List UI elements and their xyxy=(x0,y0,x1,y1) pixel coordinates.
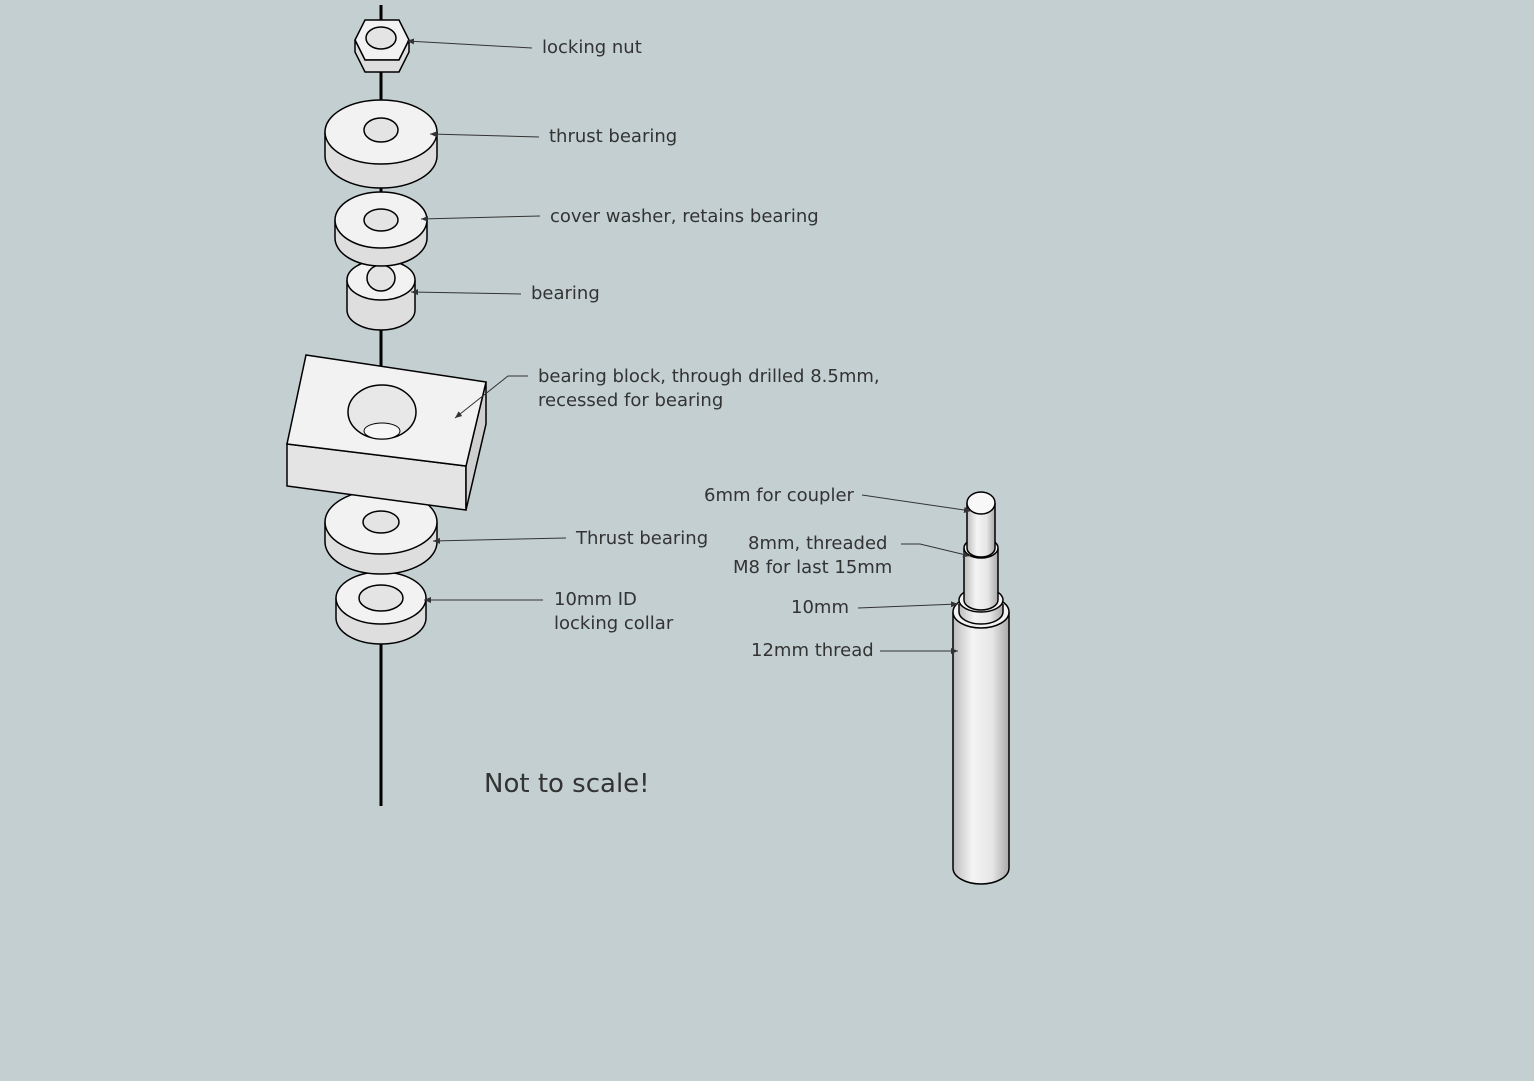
label-shaft-6mm: 6mm for coupler xyxy=(704,485,854,506)
leader-cover-washer xyxy=(421,216,540,219)
leader-bearing xyxy=(411,292,521,294)
cover-washer xyxy=(335,192,427,266)
locking-nut xyxy=(355,20,409,72)
bearing xyxy=(347,260,415,330)
label-bearing: bearing xyxy=(531,283,600,304)
thrust-bearing-top xyxy=(325,100,437,188)
leader-thrust-bearing-bottom xyxy=(433,538,566,541)
label-collar-line2: locking collar xyxy=(554,613,674,634)
label-shaft-8mm-line1: 8mm, threaded xyxy=(748,533,888,554)
label-shaft-10mm: 10mm xyxy=(791,597,849,618)
note-not-to-scale: Not to scale! xyxy=(484,769,650,799)
label-bearing-block-line2: recessed for bearing xyxy=(538,390,724,411)
leader-thrust-bearing-top xyxy=(430,134,539,137)
stepped-shaft xyxy=(953,492,1009,884)
label-cover-washer: cover washer, retains bearing xyxy=(550,206,819,227)
locking-collar xyxy=(336,572,426,644)
leader-locking-nut xyxy=(407,41,532,48)
label-locking-nut: locking nut xyxy=(542,37,642,58)
leader-shaft-10mm xyxy=(858,604,958,608)
label-bearing-block-line1: bearing block, through drilled 8.5mm, xyxy=(538,366,880,387)
leader-shaft-8mm xyxy=(901,544,970,556)
label-collar-line1: 10mm ID xyxy=(554,589,637,610)
leader-shaft-6mm xyxy=(862,495,971,511)
label-thrust-bearing-bottom: Thrust bearing xyxy=(576,528,709,549)
label-shaft-12mm: 12mm thread xyxy=(751,640,874,661)
label-thrust-bearing-top: thrust bearing xyxy=(549,126,678,147)
bearing-block xyxy=(287,355,486,510)
label-shaft-8mm-line2: M8 for last 15mm xyxy=(733,557,893,578)
